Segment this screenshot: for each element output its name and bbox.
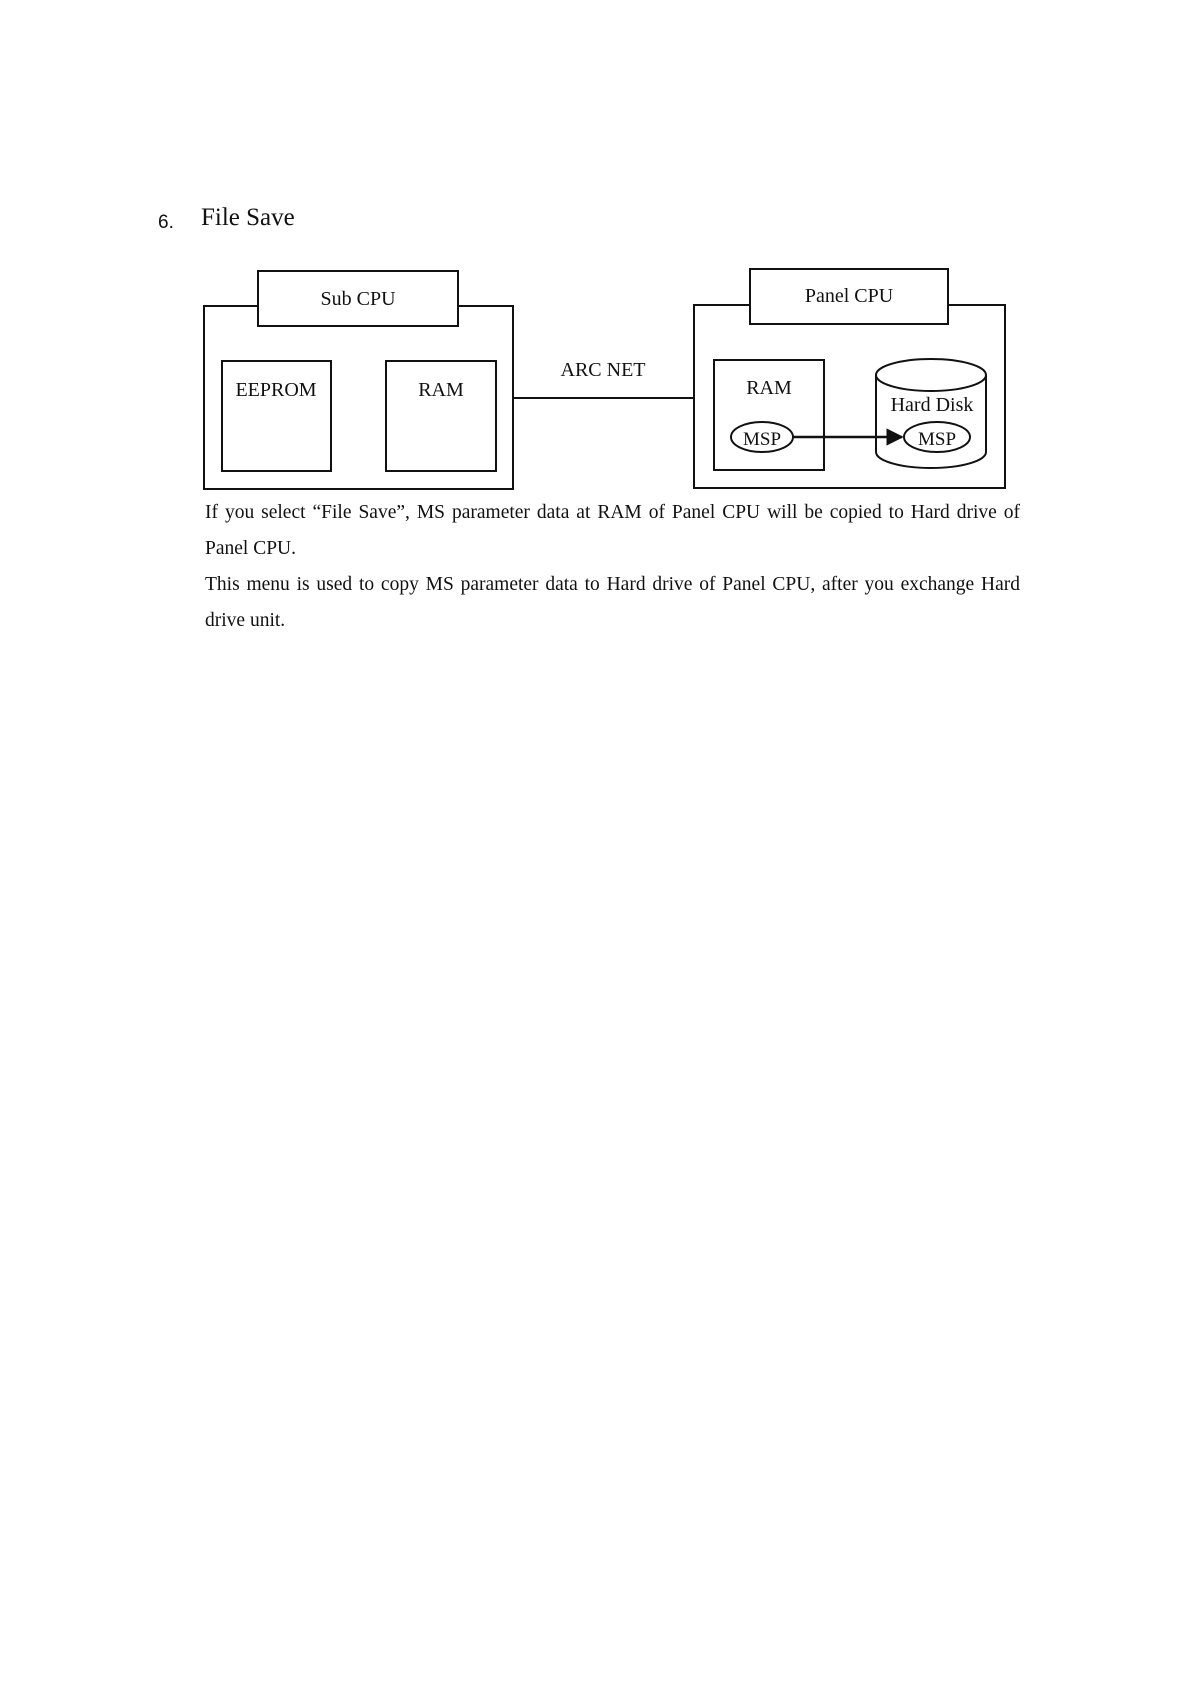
eeprom-box: [222, 361, 331, 471]
arc-net-label: ARC NET: [560, 359, 646, 381]
panel-cpu-block: [694, 269, 1005, 488]
hard-disk-label: Hard Disk: [890, 394, 974, 416]
eeprom-label: EEPROM: [235, 379, 317, 401]
paragraph-file-save-description: If you select “File Save”, MS parameter data at RAM of Panel CPU will be copied to Hard drive of Panel CPU.: [205, 502, 1020, 559]
sub-ram-label: RAM: [418, 379, 464, 401]
section-title: File Save: [201, 204, 295, 231]
panel-cpu-title: Panel CPU: [804, 285, 894, 307]
panel-ram-label: RAM: [746, 377, 792, 399]
sub-cpu-title: Sub CPU: [320, 288, 396, 310]
ram-msp-label: MSP: [742, 429, 782, 450]
section-number: 6.: [158, 212, 174, 233]
paragraph-usage-description: This menu is used to copy MS parameter data to Hard drive of Panel CPU, after you exchange Hard drive unit.: [205, 574, 1020, 631]
file-save-diagram: [0, 0, 1190, 520]
sub-cpu-block: [204, 271, 513, 489]
sub-ram-box: [386, 361, 496, 471]
disk-msp-label: MSP: [917, 429, 957, 450]
hard-disk-top: [876, 359, 986, 391]
